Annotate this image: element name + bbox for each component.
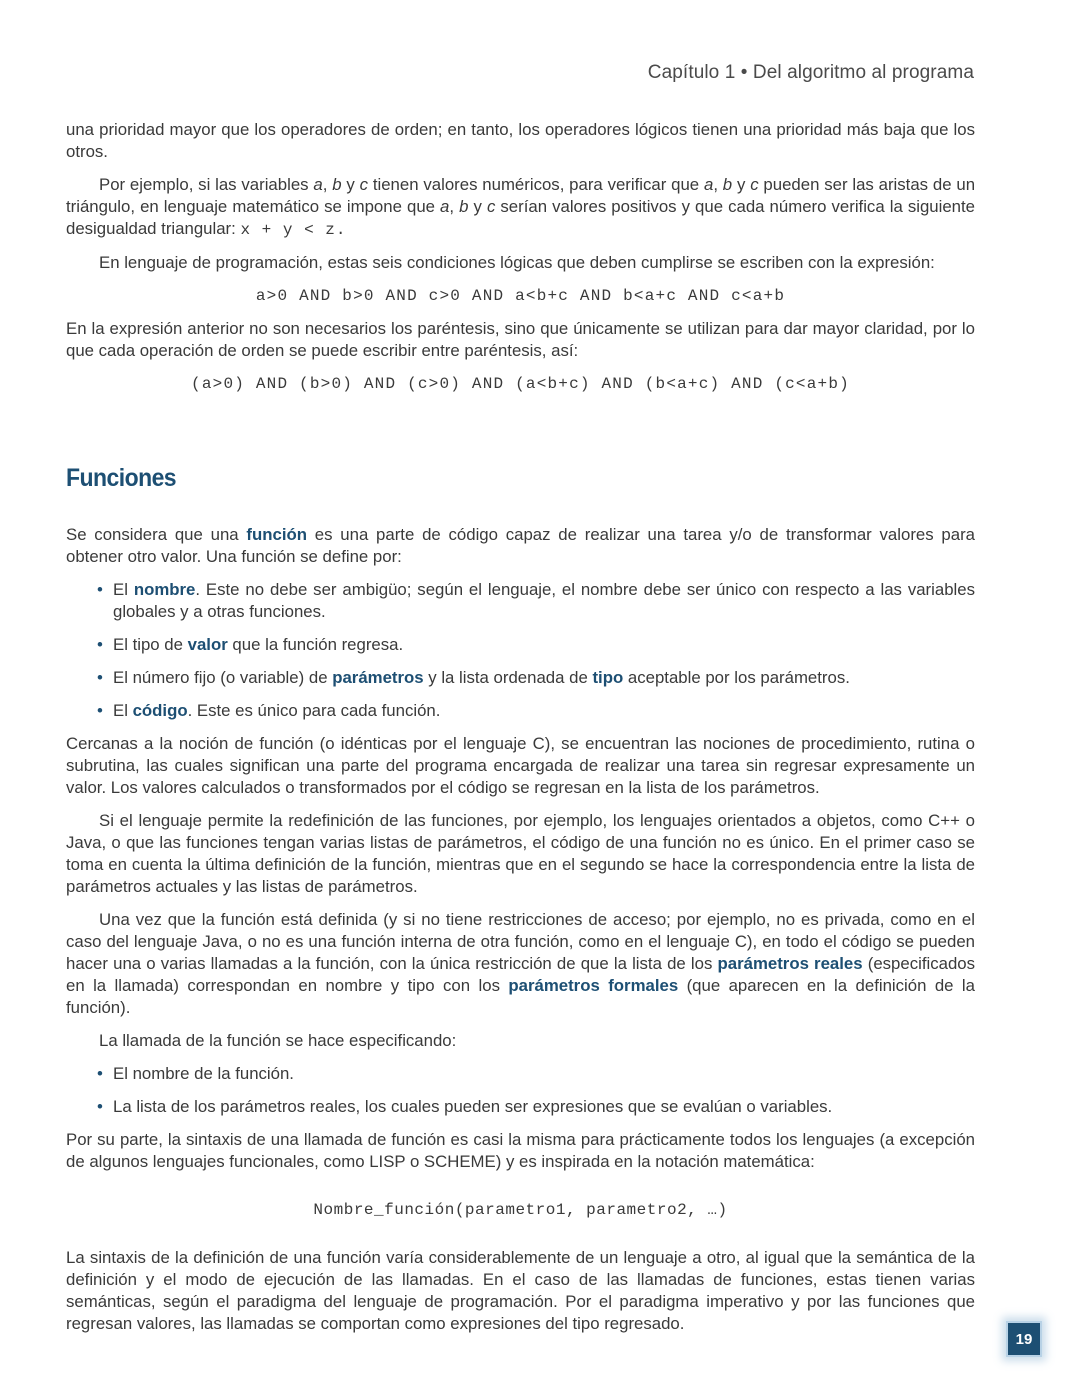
text: es una parte de código capaz de realizar una tarea y/o de transformar valores para obtener otro valor. Una función se define por:	[66, 525, 975, 566]
text: y la lista ordenada de	[423, 668, 593, 687]
text: ,	[449, 197, 460, 216]
text: y	[732, 175, 751, 194]
var-a: a	[313, 175, 323, 194]
text: ,	[713, 175, 723, 194]
text: El tipo de	[113, 635, 188, 654]
text: (que aparecen en la definición de la función).	[66, 976, 975, 1017]
text: ,	[322, 175, 333, 194]
chapter-header: Capítulo 1 • Del algoritmo al programa	[647, 62, 974, 83]
paragraph: La sintaxis de la definición de una función varía considerablemente de un lenguaje a otro, al igual que la semántica de la definición y el modo de ejecución de las llamadas. En el caso de las llamadas de funciones, estas tienen varias semánticas, según el paradigma del lenguaje de programación. Por el paradigma imperativo y por las funciones que regresan valores, las llamadas se comportan como expresiones del tipo regresado.	[66, 1248, 975, 1333]
page-number-badge: 19	[1006, 1321, 1042, 1357]
code-expression-parenthesized: (a>0) AND (b>0) AND (c>0) AND (a<b+c) AND (b<a+c) AND (c<a+b)	[191, 375, 850, 393]
paragraph-triangle	[66, 174, 975, 241]
var-a: a	[440, 197, 450, 216]
call-list	[66, 1063, 975, 1118]
var-b: b	[459, 197, 469, 216]
text: El número fijo (o variable) de	[113, 668, 333, 687]
keyword: código	[132, 701, 188, 720]
text: que la función regresa.	[227, 635, 404, 654]
list-item	[66, 667, 975, 689]
paragraph: una prioridad mayor que los operadores de orden; en tanto, los operadores lógicos tienen una prioridad más baja que los otros.	[66, 120, 975, 161]
text: pueden ser las aristas de un triángulo, en lenguaje matemático se impone que	[66, 175, 976, 216]
keyword: nombre	[133, 580, 196, 599]
bullet-icon: •	[97, 580, 103, 599]
list-item	[66, 579, 975, 623]
text: El nombre de la función.	[113, 1064, 294, 1083]
text: . Este es único para cada función.	[187, 701, 441, 720]
inequality-code: x + y < z.	[240, 221, 347, 239]
text: serían valores positivos y que cada número verifica la siguiente desigualdad triangular:	[66, 197, 976, 238]
keyword: parámetros reales	[717, 954, 863, 973]
paragraph-llamadas	[66, 909, 975, 1019]
var-a: a	[703, 175, 714, 194]
keyword: tipo	[592, 668, 624, 687]
var-c: c	[359, 175, 368, 194]
list-item	[66, 1096, 975, 1118]
text: Por ejemplo, si las variables	[99, 175, 314, 194]
text: y	[468, 197, 487, 216]
text: y	[341, 175, 360, 194]
list-item	[66, 700, 975, 722]
text: . Este no debe ser ambigüo; según el lenguaje, el nombre debe ser único con respecto a las variables globales y a otras funciones.	[113, 580, 975, 621]
text: aceptable por los parámetros.	[623, 668, 850, 687]
paragraph: Si el lenguaje permite la redefinición de las funciones, por ejemplo, los lenguajes orientados a objetos, como C++ o Java, o que las funciones tengan varias listas de parámetros, el código de una función no es único. En el primer caso se toma en cuenta la última definición de la función, mientras que en el segundo se hace la correspondencia entre la lista de parámetros actuales y las listas de parámetros.	[66, 811, 975, 896]
var-b: b	[332, 175, 342, 194]
keyword: parámetros formales	[508, 976, 679, 995]
paragraph: En la expresión anterior no son necesarios los paréntesis, sino que únicamente se utilizan para dar mayor claridad, por lo que cada operación de orden se puede escribir entre paréntesis, así:	[66, 319, 975, 360]
code-function-call: Nombre_función(parametro1, parametro2, …)	[313, 1201, 728, 1219]
definition-list	[66, 579, 975, 722]
text: Se considera que una	[66, 525, 247, 544]
text: (especificados en la llamada) correspondan en nombre y tipo con los	[66, 954, 976, 995]
paragraph: Cercanas a la noción de función (o idénticas por el lenguaje C), se encuentran las nociones de procedimiento, rutina o subrutina, las cuales significan una parte del programa encargada de realizar una tarea sin regresar expresamente un valor. Los valores calculados o transformados por el código se regresan en la lista de los parámetros.	[66, 734, 975, 797]
keyword: función	[246, 525, 307, 544]
keyword: parámetros	[332, 668, 424, 687]
var-c: c	[486, 197, 496, 216]
text: El	[113, 580, 134, 599]
text: El	[113, 701, 133, 720]
text: Una vez que la función está definida (y si no tiene restricciones de acceso; por ejemplo, no es privada, como en el caso del lenguaje Java, o no es una función interna de otra función, como en el lenguaje C), en todo el código se pueden hacer una o varias llamadas a la función, con la única restricción de que la lista de los	[66, 910, 975, 973]
page-content	[66, 119, 975, 1346]
bullet-icon: •	[97, 635, 103, 654]
var-b: b	[722, 175, 733, 194]
var-c: c	[750, 175, 759, 194]
paragraph-intro	[66, 524, 975, 568]
paragraph: Por su parte, la sintaxis de una llamada de función es casi la misma para prácticamente todos los lenguajes (a excepción de algunos lenguajes funcionales, como LISP o SCHEME) y es inspirada en la notación matemática:	[66, 1130, 975, 1171]
code-expression: a>0 AND b>0 AND c>0 AND a<b+c AND b<a+c AND c<a+b	[255, 287, 786, 305]
keyword: valor	[187, 635, 228, 654]
paragraph: En lenguaje de programación, estas seis condiciones lógicas que deben cumplirse se escriben con la expresión:	[99, 253, 935, 272]
list-item	[66, 1063, 975, 1085]
text: La lista de los parámetros reales, los cuales pueden ser expresiones que se evalúan o variables.	[113, 1097, 833, 1116]
list-item	[66, 634, 975, 656]
paragraph: La llamada de la función se hace especificando:	[99, 1031, 457, 1050]
bullet-icon: •	[97, 1064, 103, 1083]
bullet-icon: •	[97, 668, 103, 687]
section-heading: Funciones	[66, 464, 177, 492]
text: tienen valores numéricos, para verificar que	[368, 175, 704, 194]
bullet-icon: •	[97, 701, 103, 720]
bullet-icon: •	[97, 1097, 103, 1116]
